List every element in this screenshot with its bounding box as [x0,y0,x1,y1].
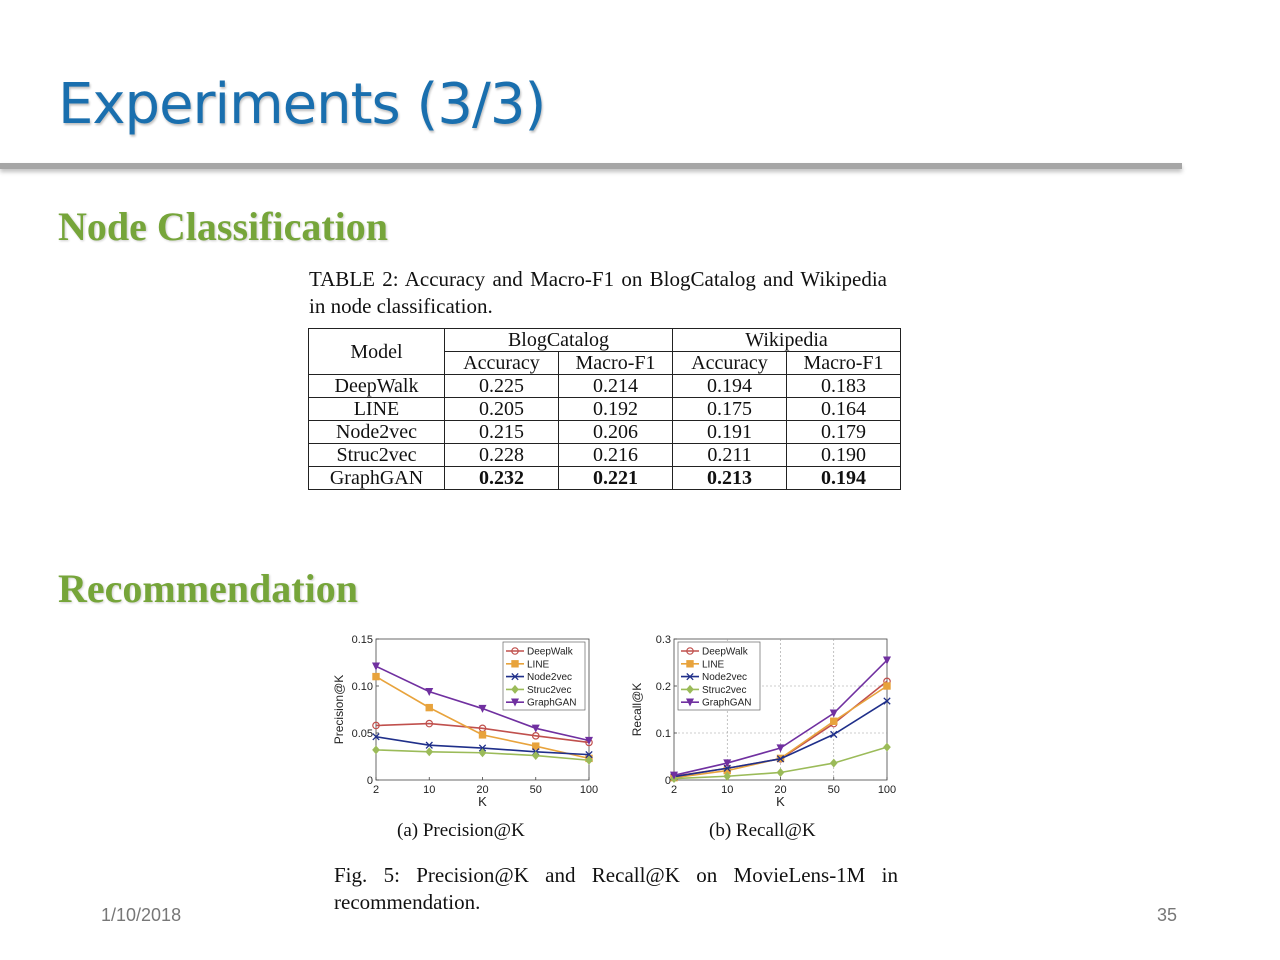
results-table [308,328,901,490]
table-cell: 0.228 [445,444,559,467]
legend-marker [687,661,693,667]
legend-label: LINE [702,659,725,671]
figure-caption: Fig. 5: Precision@K and Recall@K on MovieLens-1M in recommendation. [334,863,898,914]
x-tick-label: 20 [774,784,787,796]
table-cell: 0.183 [787,375,901,398]
header-metric: Macro-F1 [559,352,673,375]
legend-label: DeepWalk [527,646,573,658]
y-tick-label: 0 [664,775,671,787]
x-tick-label: 10 [721,784,734,796]
legend-label: Struc2vec [527,684,572,696]
x-tick-label: 10 [423,784,436,796]
table-cell: 0.175 [673,398,787,421]
data-point [479,732,485,738]
table-cell: 0.191 [673,421,787,444]
table-cell: 0.194 [673,375,787,398]
recall-at-k-chart [628,628,903,813]
x-tick-label: 20 [476,784,489,796]
header-metric: Macro-F1 [787,352,901,375]
section-heading-node-classification: Node Classification [58,204,388,249]
subfigure-caption-b: (b) Recall@K [709,820,816,841]
data-point [831,718,837,724]
legend-label: DeepWalk [702,646,748,658]
legend-label: LINE [527,659,550,671]
model-name: Node2vec [309,421,445,444]
data-point [373,673,379,679]
footer-page-number: 35 [1157,905,1178,925]
table-cell: 0.179 [787,421,901,444]
x-axis-label: K [478,794,487,809]
section-heading-recommendation: Recommendation [58,566,358,611]
table-cell: 0.225 [445,375,559,398]
y-tick-label: 0.2 [655,681,671,693]
table-cell-best: 0.221 [559,467,673,490]
header-metric: Accuracy [445,352,559,375]
legend-label: GraphGAN [702,697,752,709]
y-tick-label: 0.3 [655,634,671,646]
x-tick-label: 50 [529,784,542,796]
title-divider [0,163,1182,169]
subfigure-caption-a: (a) Precision@K [397,820,525,841]
table-row [309,421,901,444]
y-tick-label: 0 [366,775,373,787]
table-cell-best: 0.194 [787,467,901,490]
header-metric: Accuracy [673,352,787,375]
table-cell: 0.164 [787,398,901,421]
y-axis-label: Precision@K [332,674,346,745]
table-row [309,375,901,398]
header-group-wikipedia: Wikipedia [673,329,901,352]
legend-marker [512,661,518,667]
data-point [426,704,432,710]
table-row [309,467,901,490]
model-name: Struc2vec [309,444,445,467]
table-cell-best: 0.213 [673,467,787,490]
table-cell: 0.214 [559,375,673,398]
slide-title: Experiments (3/3) [58,72,546,137]
table-cell: 0.206 [559,421,673,444]
legend [678,642,760,710]
x-tick-label: 100 [877,784,897,796]
y-axis-label: Recall@K [630,682,644,737]
table-cell: 0.192 [559,398,673,421]
legend-label: Node2vec [702,672,748,684]
y-tick-label: 0.15 [351,634,373,646]
x-tick-label: 2 [670,784,678,796]
table-cell: 0.211 [673,444,787,467]
model-name: DeepWalk [309,375,445,398]
model-name: LINE [309,398,445,421]
legend [503,642,585,710]
x-tick-label: 100 [579,784,599,796]
table-cell: 0.190 [787,444,901,467]
table-cell: 0.205 [445,398,559,421]
header-group-blogcatalog: BlogCatalog [445,329,673,352]
y-tick-label: 0.1 [655,728,671,740]
legend-label: Node2vec [527,672,573,684]
table-cell-best: 0.232 [445,467,559,490]
table-row [309,398,901,421]
y-tick-label: 0.05 [351,728,373,740]
y-tick-label: 0.10 [351,681,373,693]
x-tick-label: 50 [827,784,840,796]
model-name: GraphGAN [309,467,445,490]
table-cell: 0.216 [559,444,673,467]
table-cell: 0.215 [445,421,559,444]
table-row [309,444,901,467]
legend-label: Struc2vec [702,684,747,696]
table-caption: TABLE 2: Accuracy and Macro-F1 on BlogCatalog and Wikipedia in node classification. [309,267,887,318]
footer-date: 1/10/2018 [101,905,182,925]
data-point [884,683,890,689]
data-point [533,743,539,749]
header-model: Model [309,329,445,375]
x-axis-label: K [776,794,785,809]
precision-at-k-chart [330,628,605,813]
x-tick-label: 2 [372,784,380,796]
legend-label: GraphGAN [527,697,577,709]
